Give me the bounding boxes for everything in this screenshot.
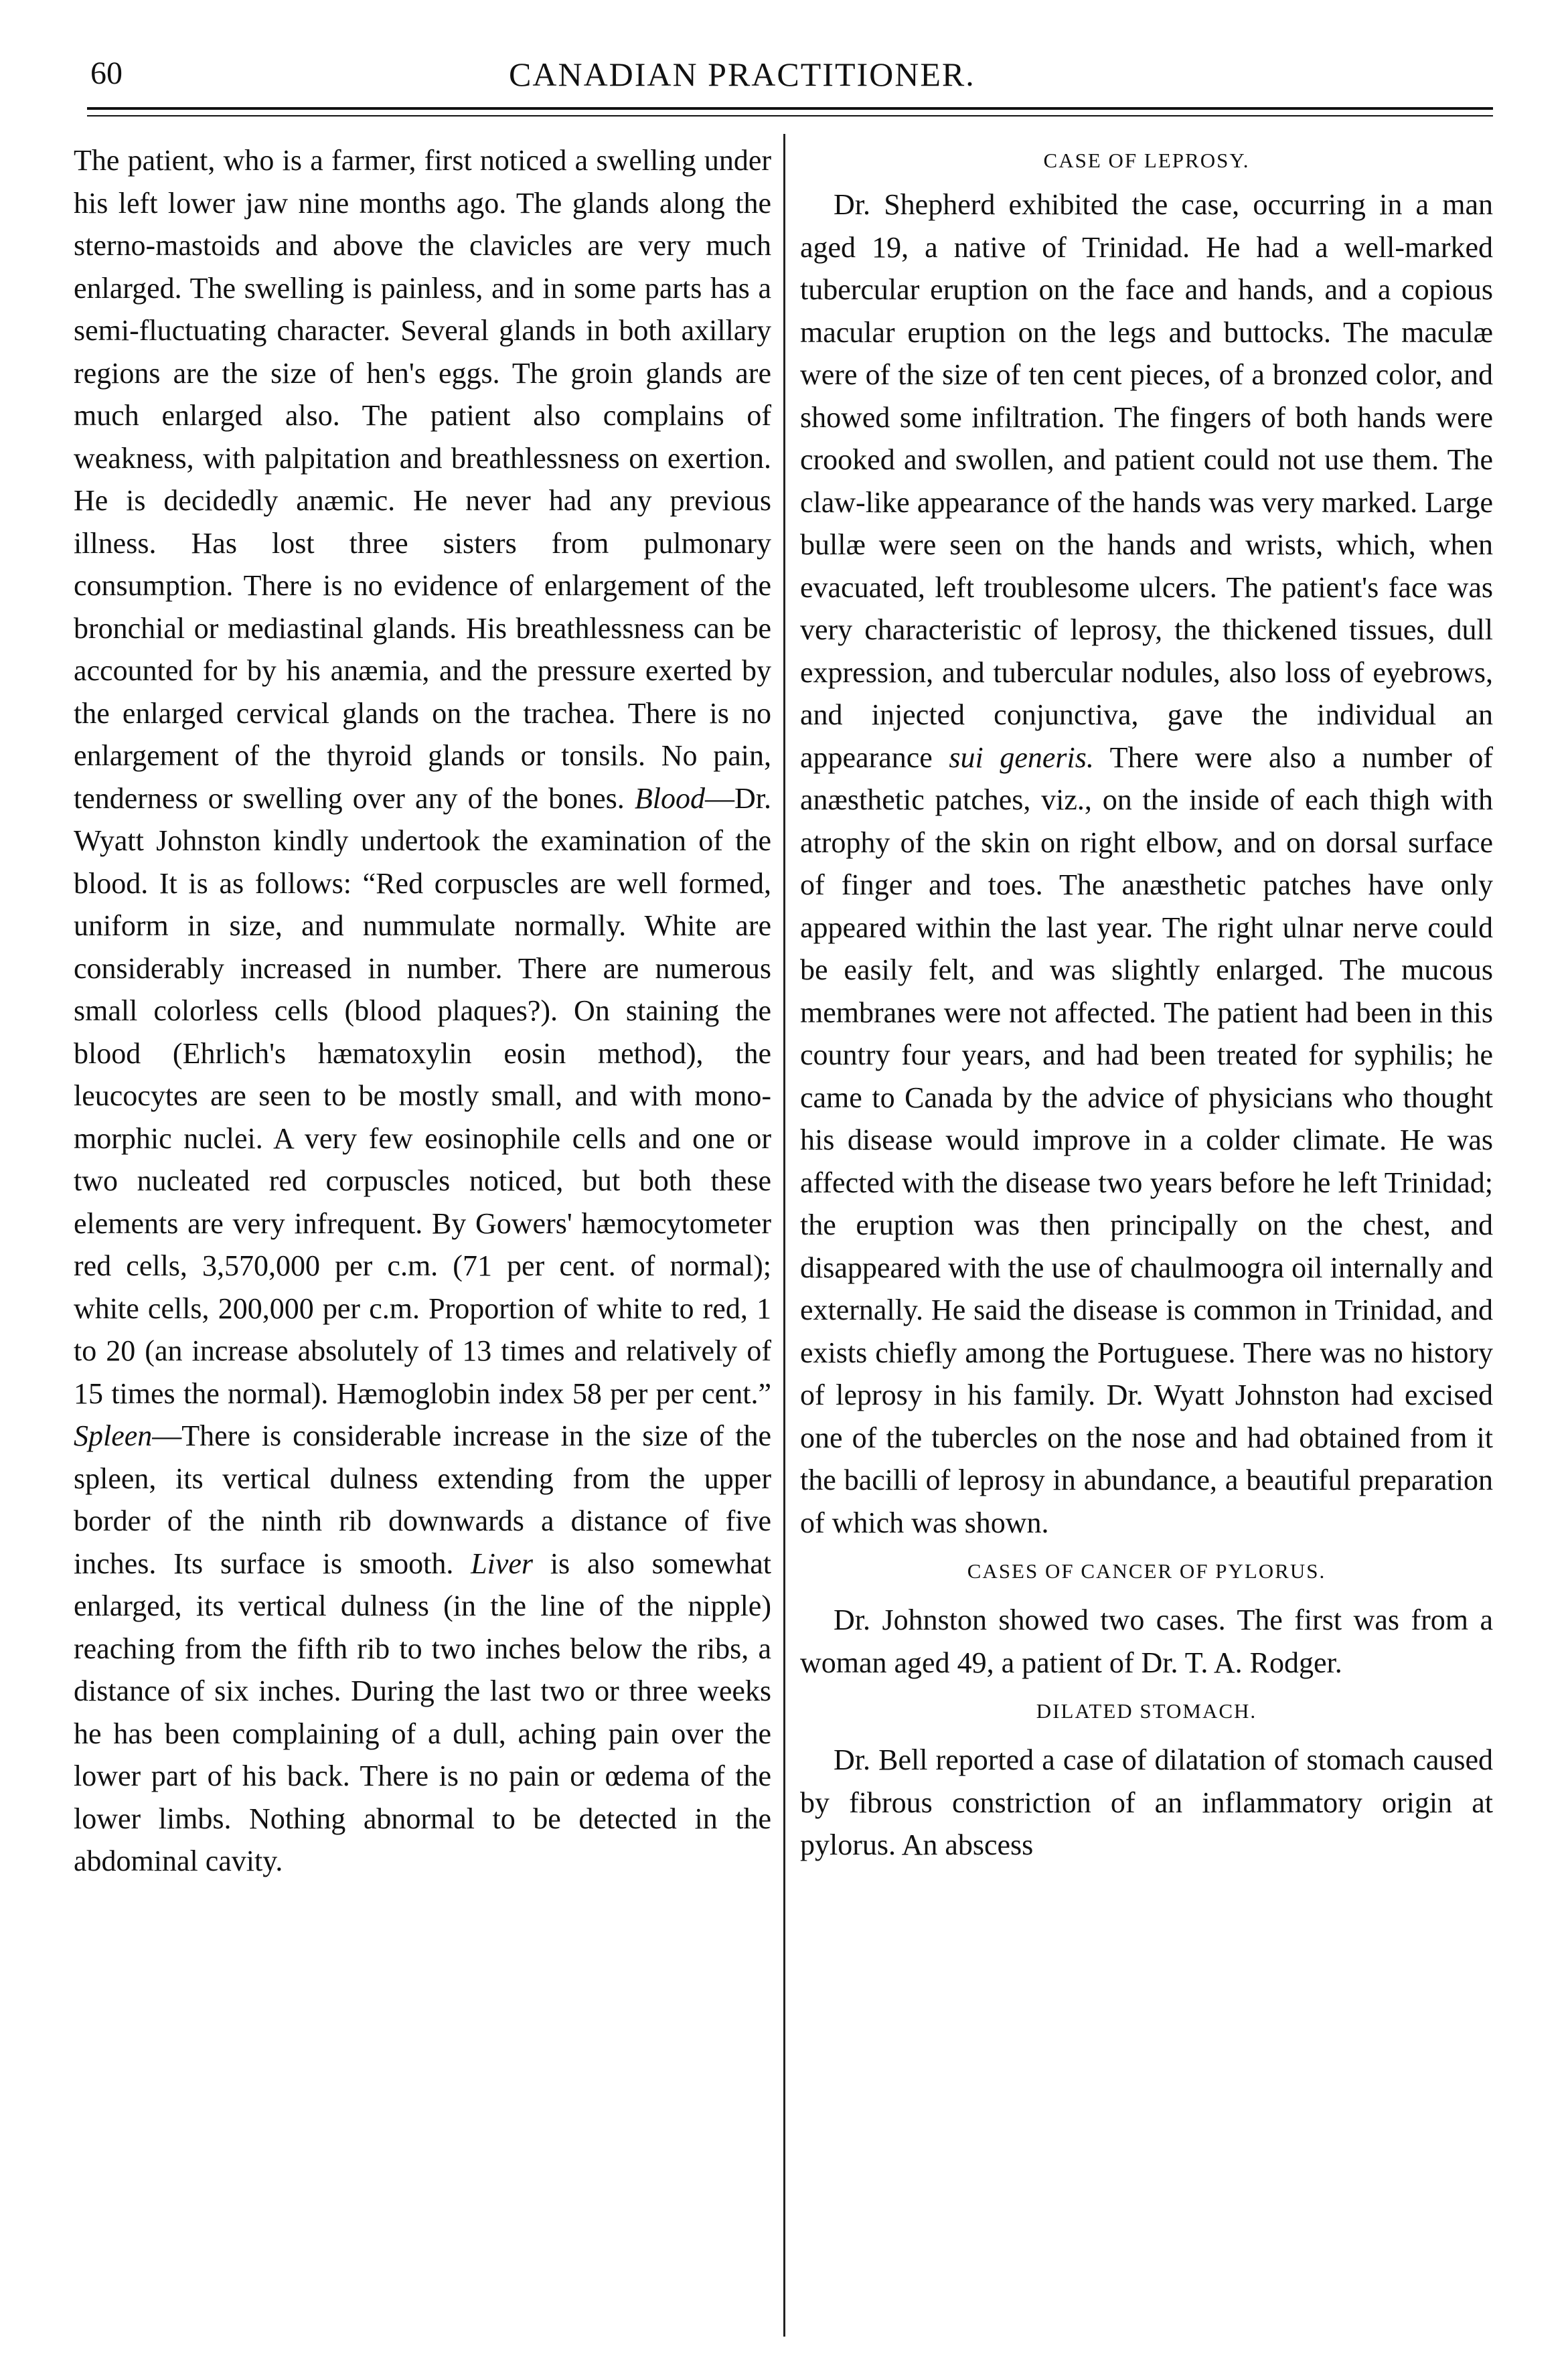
italic-term-blood: Blood xyxy=(634,781,705,815)
dilated-stomach-paragraph: Dr. Bell reported a case of dilatation of stomach caused by fibrous constriction of an inflammatory origin at pylorus. An abscess xyxy=(800,1743,1493,1861)
section-heading-cancer: CASES OF CANCER OF PYLORUS. xyxy=(967,1559,1326,1583)
section-heading-dilated-stomach: DILATED STOMACH. xyxy=(1036,1699,1257,1723)
italic-term-sui-generis: sui generis. xyxy=(949,740,1094,774)
header-rule-thick xyxy=(87,107,1493,110)
column-divider xyxy=(783,134,785,2337)
page-number: 60 xyxy=(90,56,123,91)
cancer-paragraph: Dr. Johnston showed two cases. The first was from a woman aged 49, a patient of Dr. T. A. Rodger. xyxy=(800,1603,1493,1679)
right-column xyxy=(800,139,1493,1867)
header-rule-thin xyxy=(87,115,1493,116)
running-head: CANADIAN PRACTITIONER. xyxy=(509,56,975,93)
leprosy-paragraph: Dr. Shepherd exhibited the case, occurring in a man aged 19, a native of Trinidad. He had a well-marked tubercular eruption on the face and hands, and a copious macular eruption on the legs and buttocks. The maculæ were of the size of ten cent pieces, of a bronzed color, and showed some infiltration. The fingers of both hands were crooked and swollen, and patient could not use them. The claw-like appearance of the hands was very marked. Large bullæ were seen on the hands and wrists, which, when evacuated, left troublesome ulcers. The patient's face was very characteristic of leprosy, the thickened tissues, dull expression, and tubercular nodules, also loss of eyebrows, and injected conjunctiva, gave the individual an appearance sui generis. There were also a number of anæsthetic patches, viz., on the inside of each thigh with atrophy of the skin on right elbow, and on dorsal surface of finger and toes. The anæsthetic patches have only appeared within the last year. The right ulnar nerve could be easily felt, and was slightly enlarged. The mucous membranes were not affected. The patient had been in this country four years, and had been treated for syphilis; he came to Canada by the advice of physicians who thought his disease would improve in a colder climate. He was affected with the disease two years before he left Trinidad; the eruption was then principally on the chest, and disappeared with the use of chaulmoogra oil internally and externally. He said the disease is common in Trinidad, and exists chiefly among the Portuguese. There was no history of leprosy in his family. Dr. Wyatt Johnston had excised one of the tubercles on the nose and had obtained from it the bacilli of leprosy in abundance, a beautiful preparation of which was shown. xyxy=(800,188,1494,1539)
left-column xyxy=(74,139,771,1883)
patient-case-paragraph: The patient, who is a farmer, first noticed a swelling under his left lower jaw nine months ago. The glands along the sterno-mastoids and above the clavicles are very much enlarged. The swelling is painless, and in some parts has a semi-fluctuating character. Several glands in both axillary regions are the size of hen's eggs. The groin glands are much enlarged also. The patient also complains of weakness, with palpitation and breathlessness on exertion. He is decidedly anæmic. He never had any previous illness. Has lost three sisters from pulmonary consumption. There is no evidence of enlargement of the bronchial or mediastinal glands. His breathlessness can be accounted for by his anæmia, and the pressure exerted by the enlarged cervical glands on the trachea. There is no enlargement of the thyroid glands or tonsils. No pain, tenderness or swelling over any of the bones. Blood—Dr. Wyatt Johnston kindly undertook the examination of the blood. It is as follows: “Red corpuscles are well formed, uniform in size, and nummulate normally. White are considerably increased in number. There are numerous small colorless cells (blood plaques?). On staining the blood (Ehrlich's hæmatoxylin eosin method), the leucocytes are seen to be mostly small, and with mono-morphic nuclei. A very few eosinophile cells and one or two nucleated red corpuscles noticed, but both these elements are very infrequent. By Gowers' hæmocytometer red cells, 3,570,000 per c.m. (71 per cent. of normal); white cells, 200,000 per c.m. Proportion of white to red, 1 to 20 (an increase absolutely of 13 times and relatively of 15 times the normal). Hæmoglobin index 58 per per cent.” Spleen—There is considerable increase in the size of the spleen, its vertical dulness extending from the upper border of the ninth rib downwards a distance of five inches. Its surface is smooth. Liver is also somewhat enlarged, its vertical dulness (in the line of the nipple) reaching from the fifth rib to two inches below the ribs, a distance of six inches. During the last two or three weeks he has been complaining of a dull, aching pain over the lower part of his back. There is no pain or œdema of the lower limbs. Nothing abnormal to be detected in the abdominal cavity. xyxy=(74,144,771,1877)
italic-term-spleen: Spleen xyxy=(74,1419,153,1452)
italic-term-liver: Liver xyxy=(471,1547,534,1580)
page-header xyxy=(0,0,1568,127)
section-heading-leprosy: CASE OF LEPROSY. xyxy=(1043,149,1250,172)
